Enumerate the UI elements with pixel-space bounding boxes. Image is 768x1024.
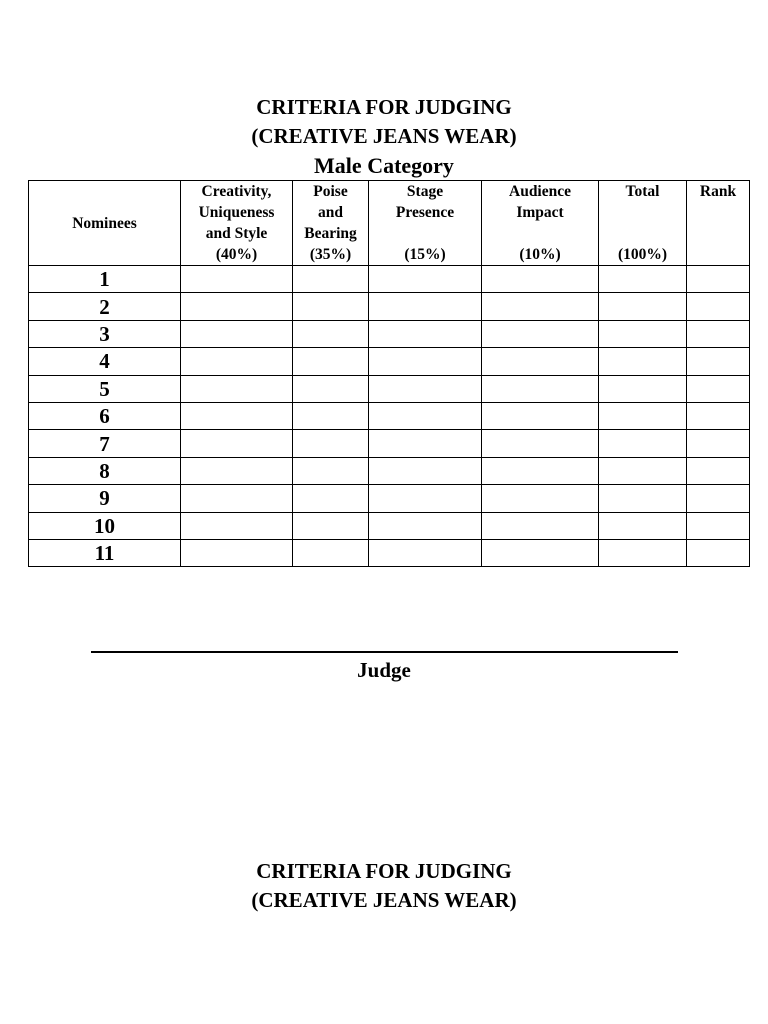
table-row bbox=[29, 485, 750, 512]
title-line-criteria: CRITERIA FOR JUDGING bbox=[256, 95, 512, 119]
total-cell[interactable] bbox=[599, 485, 687, 512]
nominee-number: 5 bbox=[29, 375, 181, 402]
audience-impact-cell[interactable] bbox=[482, 375, 599, 402]
total-cell[interactable] bbox=[599, 320, 687, 347]
stage-presence-cell[interactable] bbox=[369, 512, 482, 539]
stage-presence-cell[interactable] bbox=[369, 348, 482, 375]
poise-cell[interactable] bbox=[293, 266, 369, 293]
poise-cell[interactable] bbox=[293, 293, 369, 320]
next-title-line-event: (CREATIVE JEANS WEAR) bbox=[251, 888, 517, 912]
poise-cell[interactable] bbox=[293, 512, 369, 539]
header-rank: Rank bbox=[687, 181, 750, 266]
total-cell[interactable] bbox=[599, 348, 687, 375]
creativity-cell[interactable] bbox=[181, 430, 293, 457]
nominee-number: 10 bbox=[29, 512, 181, 539]
audience-impact-cell[interactable] bbox=[482, 457, 599, 484]
rank-cell[interactable] bbox=[687, 320, 750, 347]
nominee-number: 8 bbox=[29, 457, 181, 484]
header-total: Total (100%) bbox=[599, 181, 687, 266]
table-row bbox=[29, 430, 750, 457]
table-row bbox=[29, 539, 750, 566]
table-row bbox=[29, 293, 750, 320]
creativity-cell[interactable] bbox=[181, 320, 293, 347]
total-cell[interactable] bbox=[599, 512, 687, 539]
rank-cell[interactable] bbox=[687, 266, 750, 293]
audience-impact-cell[interactable] bbox=[482, 485, 599, 512]
table-body bbox=[29, 266, 750, 567]
stage-presence-cell[interactable] bbox=[369, 457, 482, 484]
audience-impact-cell[interactable] bbox=[482, 266, 599, 293]
rank-cell[interactable] bbox=[687, 457, 750, 484]
rank-cell[interactable] bbox=[687, 485, 750, 512]
poise-cell[interactable] bbox=[293, 539, 369, 566]
table-row bbox=[29, 402, 750, 429]
header-nominees: Nominees bbox=[29, 181, 181, 266]
judge-label: Judge bbox=[357, 658, 411, 682]
nominee-number: 1 bbox=[29, 266, 181, 293]
stage-presence-cell[interactable] bbox=[369, 320, 482, 347]
total-cell[interactable] bbox=[599, 457, 687, 484]
total-cell[interactable] bbox=[599, 266, 687, 293]
poise-cell[interactable] bbox=[293, 430, 369, 457]
total-cell[interactable] bbox=[599, 293, 687, 320]
creativity-cell[interactable] bbox=[181, 266, 293, 293]
judge-signature-line[interactable] bbox=[91, 651, 678, 653]
table-row bbox=[29, 512, 750, 539]
next-form-title bbox=[0, 857, 768, 915]
scoring-table bbox=[28, 180, 750, 567]
nominee-number: 11 bbox=[29, 539, 181, 566]
header-poise: Poise and Bearing (35%) bbox=[293, 181, 369, 266]
rank-cell[interactable] bbox=[687, 539, 750, 566]
total-cell[interactable] bbox=[599, 402, 687, 429]
table-header-row bbox=[29, 181, 750, 266]
creativity-cell[interactable] bbox=[181, 375, 293, 402]
table-row bbox=[29, 266, 750, 293]
rank-cell[interactable] bbox=[687, 430, 750, 457]
creativity-cell[interactable] bbox=[181, 457, 293, 484]
poise-cell[interactable] bbox=[293, 348, 369, 375]
stage-presence-cell[interactable] bbox=[369, 485, 482, 512]
title-line-event: (CREATIVE JEANS WEAR) bbox=[251, 124, 517, 148]
stage-presence-cell[interactable] bbox=[369, 266, 482, 293]
poise-cell[interactable] bbox=[293, 375, 369, 402]
nominee-number: 2 bbox=[29, 293, 181, 320]
nominee-number: 7 bbox=[29, 430, 181, 457]
total-cell[interactable] bbox=[599, 430, 687, 457]
poise-cell[interactable] bbox=[293, 485, 369, 512]
creativity-cell[interactable] bbox=[181, 293, 293, 320]
creativity-cell[interactable] bbox=[181, 512, 293, 539]
creativity-cell[interactable] bbox=[181, 485, 293, 512]
table-row bbox=[29, 375, 750, 402]
category-title: Male Category bbox=[314, 153, 454, 178]
table-row bbox=[29, 348, 750, 375]
rank-cell[interactable] bbox=[687, 402, 750, 429]
audience-impact-cell[interactable] bbox=[482, 539, 599, 566]
form-title bbox=[0, 93, 768, 180]
stage-presence-cell[interactable] bbox=[369, 539, 482, 566]
nominee-number: 4 bbox=[29, 348, 181, 375]
stage-presence-cell[interactable] bbox=[369, 375, 482, 402]
audience-impact-cell[interactable] bbox=[482, 512, 599, 539]
nominee-number: 3 bbox=[29, 320, 181, 347]
rank-cell[interactable] bbox=[687, 512, 750, 539]
next-title-line-criteria: CRITERIA FOR JUDGING bbox=[256, 859, 512, 883]
stage-presence-cell[interactable] bbox=[369, 293, 482, 320]
poise-cell[interactable] bbox=[293, 402, 369, 429]
audience-impact-cell[interactable] bbox=[482, 402, 599, 429]
header-stage-presence: Stage Presence (15%) bbox=[369, 181, 482, 266]
audience-impact-cell[interactable] bbox=[482, 430, 599, 457]
creativity-cell[interactable] bbox=[181, 539, 293, 566]
total-cell[interactable] bbox=[599, 539, 687, 566]
audience-impact-cell[interactable] bbox=[482, 348, 599, 375]
table-row bbox=[29, 457, 750, 484]
header-audience-impact: Audience Impact (10%) bbox=[482, 181, 599, 266]
total-cell[interactable] bbox=[599, 375, 687, 402]
audience-impact-cell[interactable] bbox=[482, 320, 599, 347]
poise-cell[interactable] bbox=[293, 320, 369, 347]
rank-cell[interactable] bbox=[687, 293, 750, 320]
audience-impact-cell[interactable] bbox=[482, 293, 599, 320]
stage-presence-cell[interactable] bbox=[369, 430, 482, 457]
rank-cell[interactable] bbox=[687, 348, 750, 375]
poise-cell[interactable] bbox=[293, 457, 369, 484]
creativity-cell[interactable] bbox=[181, 402, 293, 429]
header-creativity: Creativity, Uniqueness and Style (40%) bbox=[181, 181, 293, 266]
nominee-number: 6 bbox=[29, 402, 181, 429]
table-row bbox=[29, 320, 750, 347]
stage-presence-cell[interactable] bbox=[369, 402, 482, 429]
rank-cell[interactable] bbox=[687, 375, 750, 402]
nominee-number: 9 bbox=[29, 485, 181, 512]
creativity-cell[interactable] bbox=[181, 348, 293, 375]
